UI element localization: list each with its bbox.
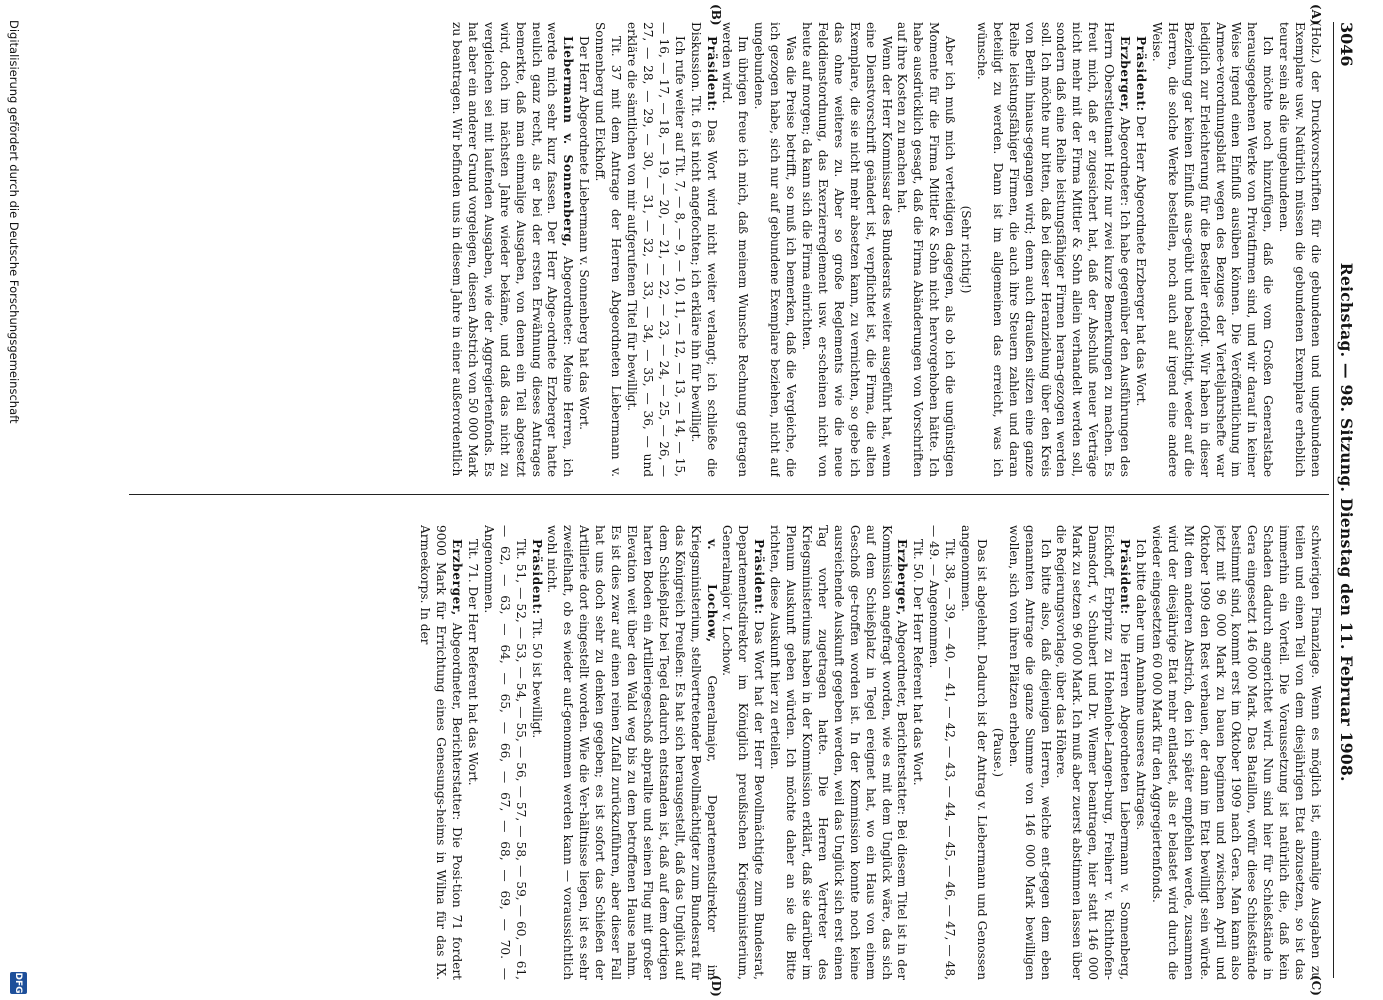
speaker-name: Präsident: — [1118, 539, 1133, 615]
speaker-name: Liebermann v. Sonnenberg, — [561, 36, 576, 248]
paragraph — [416, 525, 464, 980]
paragraph — [591, 22, 623, 477]
speaker-name: Erzberger, — [450, 539, 465, 616]
speaker-name: Präsident: — [752, 539, 767, 615]
paragraph-text: Abgeordneter, Berichterstatter: Bei diesem Titel ist in der Kommission angefragt worden, wie es mit dem Unglück wäre, das sich auf dem Schießplatz in Tegel ereignet hat, wo ein Haus von einem Geschoß ge-troffen worden ist. In der Kommission konnte noch keine ausreichende Auskunft gegeben werden, weil das Unglück sich erst einen Tag vorher zugetragen hatte. Die Herren Vertreter des Kriegsministeriums haben in der Kommission erklärt, daß sie darüber im Plenum Auskunft geben würden. Ich möchte daher an sie die Bitte richten, diese Auskunft hier zu erteilen. — [768, 525, 910, 980]
paragraph — [464, 525, 480, 980]
paragraph-text: Abgeordneter, Berichterstatter: Die Posi-tion 71 fordert 9000 Mark für Errichtung eines Genesungs-heims in Wilna für das IX. Armeekorps. In der — [418, 525, 465, 980]
paragraph-text: Der Herr Abgeordnete Erzberger hat das Wort. — [1134, 115, 1149, 407]
page-number: 3046 — [1337, 22, 1356, 67]
speaker-name: Erzberger, — [1118, 36, 1133, 113]
paragraph-text: Tit. 50 ist bewilligt. — [529, 618, 544, 739]
stage-direction — [989, 525, 1005, 980]
paragraph — [544, 525, 719, 980]
paragraph-text: schwierigen Finanzlage. Wenn es möglich ist, einmalige Ausgaben zu teilen und einen Teil von dem diesjährigen Etat abzusetzen, so ist das immerhin ein Vorteil. Die Voraussetzung ist natürlich die, daß kein Schaden dadurch angerichtet wird. Nun sind hier für Schießstände in Gera eingesetzt 146 000 Mark. Das Bataillon, wofür diese Schießstände bestimmt sind, kommt erst im Oktober 1909 nach Gera. Man kann also jetzt mit 96 000 Mark zu bauen beginnen und zwischen April und Oktober 1909 den Rest verbauen, der dann im Etat bewilligt sein würde. Mit dem anderen Abstrich, den ich später empfehlen werde, zusammen wird der diesjährige Etat mehr entlastet, als er belastet wird durch die wieder eingesetzten 60 000 Mark für den Aggregiertenfonds. — [1149, 525, 1323, 980]
paragraph — [528, 525, 544, 980]
paragraph — [687, 22, 719, 477]
paragraph — [750, 22, 798, 477]
paragraph-text: Ich bitte daher um Annahme unseres Antrages. — [1134, 539, 1149, 831]
paragraph-text: Was die Preise betrifft, so muß ich bemerken, daß die Vergleiche, die ich gezogen habe, sich nur auf gebundene Exemplare beziehen, nicht auf ungebundene. — [752, 22, 799, 477]
speaker-name: Präsident: — [529, 539, 544, 615]
paragraph-text: Abgeordneter: Ich habe gegenüber den Ausführungen des Herrn Oberstleutnant Holz nur zwei kurze Bemerkungen zu machen. Es freut mich, daß er zugesichert hat, daß der Abschluß neuer Verträge nicht mehr mit der Firma Mittler & Sohn allein verhandelt werden soll, sondern daß eine Reihe leistungsfähiger Firmen heran-gezogen werden soll. Ich möchte nur bitten, daß bei dieser Heranziehung über den Kreis von Berlin hinaus-gegangen wird; denn auch draußen sitzen eine ganze Reihe leistungsfähiger Firmen, die auch ihre Steuern zahlen und daran beteiligt zu werden. Dann ist im allgemeinen das erreicht, was ich wünsche. — [974, 22, 1133, 477]
paragraph-text: (Pause.) — [990, 727, 1005, 778]
paragraph — [909, 525, 925, 980]
paragraph — [1275, 22, 1323, 477]
paragraph-text: Das Wort hat der Herr Bevollmächtigte zum Bundesrat, Departementsdirektor im Königlich preußischen Kriegsministerium, Generalmajor v. Lochow. — [720, 525, 767, 980]
margin-mark-a: (A) — [1309, 4, 1323, 25]
paragraph-text: Die Herren Abgeordneten Liebermann v. Sonnenberg, Eickhoff, Erbprinz zu Hohenlohe-Langen-burg, Freiherr v. Richthofen-Damsdorf, v. Schubert und Dr. Wiemer beantragen, hier statt 146 000 Mark zu setzen 96 000 Mark. Ich muß aber zuerst abstimmen lassen über die Regierungsvorlage, über das Höhere. — [1054, 525, 1133, 980]
paragraph — [798, 22, 893, 477]
paragraph — [1053, 525, 1133, 980]
page-title: Reichstag. — 98. Sitzung. Dienstag den 11. Februar 1908. — [1337, 262, 1356, 782]
paragraph-text: Tit. 37 mit dem Antrage der Herren Abgeordneten Liebermann v. Sonnenberg und Eickhoff. — [593, 22, 624, 477]
column-divider — [129, 494, 1329, 495]
margin-mark-c: (C) — [1309, 975, 1323, 996]
paragraph-text: Das ist abgelehnt. Dadurch ist der Antrag v. Liebermann und Genossen angenommen. — [959, 525, 989, 980]
paragraph — [1005, 525, 1053, 980]
paragraph — [480, 525, 528, 980]
paragraph — [973, 22, 1132, 477]
paragraph-text: (Holz.) der Druckvorschriften für die gebundenen und ungebundenen Exemplare usw. Natürlich müssen die gebundenen Exemplare erheblich teurer sein als die ungebundenen. — [1277, 22, 1323, 477]
paragraph-text: Wenn der Herr Kommissar des Bundesrats weiter ausgeführt hat, wenn eine Dienstvorschrift geändert ist, verpflichtet ist, die Firma, die alten Exemplare, die sie nicht mehr absetzen kann, zu vernichten, so gebe ich das ohne weiteres zu. Aber so große Reglements wie die neue Felddienstordnung, das Exerzierreglement usw. er-scheinen nicht von heute auf morgen; da kann sich die Firma einrichten. — [800, 22, 894, 477]
paragraph — [1132, 525, 1148, 980]
paragraph-text: Abgeordneter: Meine Herren, ich werde mich sehr kurz fassen. Der Herr Abge-ordnete Erzberger hatte neulich ganz recht, als er bei der ersten Erwähnung dieses Antrages bemerkte, daß man einmalige Ausgaben, von denen ein Teil abgesetzt wird, doch im nächsten Jahre wieder bekäme, und daß das nicht zu vergleichen sei mit laufenden Ausgaben, wie der Aggregiertenfonds. Es hat aber ein anderer Grund vorgelegen, diesen Abstrich von 50 000 Mark zu beantragen. Wir befinden uns in diesem Jahre in einer außerordentlich — [450, 22, 576, 477]
paragraph — [1148, 525, 1323, 980]
paragraph — [766, 525, 909, 980]
paragraph — [957, 525, 989, 980]
speaker-name: Präsident: — [704, 36, 719, 112]
paragraph — [1148, 22, 1275, 477]
paragraph-text: Tit. 51, — 52, — 53, — 54, — 55, — 56, — 57, — 58, — 59, — 60, — 61, — 62, — 63, — 64, — 65, — 66, — 67, — 68, — 69, — 70. — Angenommen. — [481, 525, 528, 980]
paragraph-text: Ich möchte noch hinzufügen, daß die vom Großen Generalstabe herausgegebenen Werke von Privatfirmen sind, und wir darauf in keiner Weise irgend einen Einfluß ausüben können. Die Veröffentlichung im Armee-verordnungsblatt wegen des Bezuges der Vierteljahrshefte war lediglich zur Erleichterung für die Besteller erfolgt. Wir haben in dieser Beziehung gar keinen Einfluß aus-geübt und beabsichtigt, weder auf die Herren, die solche Werke bestellen, noch auch auf irgend eine andere Weise. — [1149, 22, 1276, 477]
paragraph-text: Ich bitte also, daß diejenigen Herren, welche ent-gegen dem eben genannten Antrage die ganze Summe von 146 000 Mark bewilligen wollen, sich von ihren Plätzen erheben. — [1006, 525, 1053, 980]
paragraph-text: Ich rufe weiter auf Tit. 7, — 8, — 9, — 10, 11, — 12, — 13, — 14, — 15, — 16, — 17, — 18, — 19, — 20, — 21, — 22, — 23, — 24, — 25, — 26, — 27, — 28, — 29, — 30, — 31, — 32, — 33, — 34, — 35, — 36, — und erkläre die sämtlichen von mir aufgerufenen Titel für bewilligt. — [625, 22, 687, 477]
margin-mark-b: (B) — [709, 4, 723, 26]
speaker-name: Präsident: — [1134, 36, 1149, 112]
paragraph — [719, 22, 751, 477]
paragraph — [719, 525, 767, 980]
paragraph-text: Der Herr Abgeordnete Liebermann v. Sonnenberg hat das Wort. — [577, 36, 592, 430]
paragraph-text: Tit. 50. Der Herr Referent hat das Wort. — [911, 539, 926, 786]
paragraph — [1132, 22, 1148, 477]
paragraph-text: Im übrigen freue ich mich, daß meinem Wunsche Rechnung getragen werden wird. — [720, 22, 751, 477]
paragraph — [448, 22, 575, 477]
dfg-logo: DFG — [10, 972, 27, 994]
paragraph — [623, 22, 687, 477]
margin-mark-d: (D) — [709, 975, 723, 997]
paragraph-text: (Sehr richtig!) — [959, 205, 974, 294]
paragraph-text: Das Wort wird nicht weiter verlangt; ich schließe die Diskussion. Tit. 6 ist nicht angefochten; ich erkläre ihn für bewilligt. — [688, 22, 719, 477]
running-header — [1333, 22, 1365, 978]
left-text-column — [143, 22, 1323, 477]
paragraph — [925, 525, 957, 980]
paragraph-text: Generalmajor, Departementsdirektor im Kriegsministerium, stellvertretender Bevollmächtigter zum Bundesrat für das Königreich Preußen: Es hat sich herausgestellt, daß das Unglück auf dem Schießplatz bei Tegel dadurch entstanden ist, daß auf dem dortigen harten Boden ein Artilleriegeschoß abprallte und seinen Flug mit großer Elevation weit über den Wald weg bis zu dem betroffenen Hause nahm. Es ist dies zwar auf einen reinen Zufall zurückzuführen, aber dieser Fall hat uns doch sehr zu denken gegeben; es ist sofort das Schießen der Artillerie dort eingestellt worden. Wie die Ver-hältnisse liegen, ist es sehr zweifelhaft, ob es wieder auf-genommen werden kann — voraussichtlich wohl nicht. — [545, 525, 719, 980]
speaker-name: v. Lochow, — [704, 539, 719, 643]
paragraph-text: Aber ich muß mich verteidigen dagegen, als ob ich die ungünstigen Momente für die Firma Mittler & Sohn nicht hervorgehoben hätte. Ich habe ausdrücklich gesagt, daß die Firma Abänderungen von Vorschriften auf ihre Kosten zu machen hat. — [895, 22, 958, 477]
digitization-credit: Digitalisierung gefördert durch die Deutsche Forschungsgemeinschaft — [7, 20, 21, 424]
paragraph — [575, 22, 591, 477]
right-text-column — [143, 525, 1323, 980]
paragraph-text: Tit. 38, — 39, — 40, — 41, — 42, — 43, — 44, — 45, — 46, — 47, — 48, — 49. — Angenommen. — [927, 525, 958, 980]
stage-direction — [957, 22, 973, 477]
paragraph — [894, 22, 958, 477]
paragraph-text: Tit. 71. Der Herr Referent hat das Wort. — [465, 539, 480, 786]
speaker-name: Erzberger, — [895, 539, 910, 616]
